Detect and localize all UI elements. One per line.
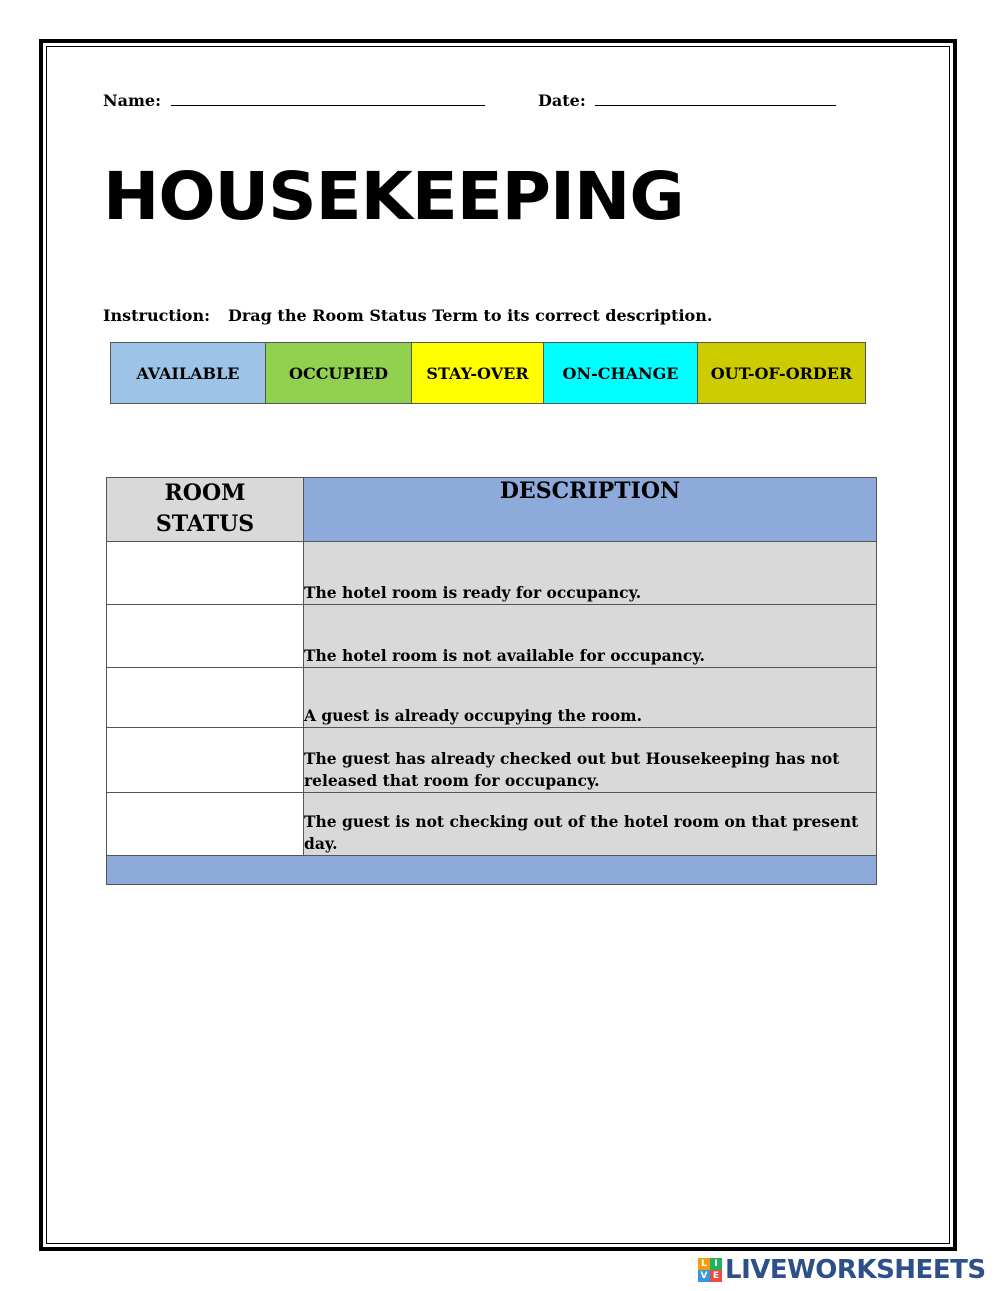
brand-watermark: [698, 1256, 986, 1284]
term-bank: [110, 342, 866, 404]
drop-zone[interactable]: [107, 728, 304, 793]
table-row: [107, 668, 877, 728]
term-occupied[interactable]: OCCUPIED: [266, 343, 412, 403]
header-room-status-line1: ROOM: [164, 480, 246, 506]
term-available[interactable]: AVAILABLE: [111, 343, 266, 403]
instruction-label: Instruction:: [103, 306, 210, 325]
status-table: [106, 477, 877, 885]
logo-letter: V: [698, 1270, 710, 1282]
logo-letter: I: [710, 1258, 722, 1270]
table-footer-row: [107, 856, 877, 885]
table-row: [107, 605, 877, 668]
table-header-row: [107, 478, 877, 542]
liveworksheets-logo-icon: [698, 1258, 722, 1282]
term-on-change[interactable]: ON-CHANGE: [544, 343, 698, 403]
term-stay-over[interactable]: STAY-OVER: [412, 343, 544, 403]
brand-text: LIVEWORKSHEETS: [725, 1255, 986, 1285]
description-cell: The guest has already checked out but Housekeeping has not released that room for occupancy.: [304, 728, 877, 793]
instruction: [103, 306, 712, 325]
description-cell: The hotel room is ready for occupancy.: [304, 542, 877, 605]
table-row: [107, 728, 877, 793]
name-line: [171, 89, 485, 106]
logo-letter: L: [698, 1258, 710, 1270]
worksheet-title: HOUSEKEEPING: [103, 158, 684, 235]
date-line: [595, 89, 836, 106]
name-label: Name:: [103, 91, 162, 110]
table-row: [107, 542, 877, 605]
table-footer: [107, 856, 877, 885]
drop-zone[interactable]: [107, 542, 304, 605]
description-cell: The hotel room is not available for occupancy.: [304, 605, 877, 668]
instruction-text: Drag the Room Status Term to its correct description.: [228, 306, 713, 325]
date-label: Date:: [538, 91, 586, 110]
description-cell: The guest is not checking out of the hotel room on that present day.: [304, 793, 877, 856]
drop-zone[interactable]: [107, 793, 304, 856]
header-room-status-line2: STATUS: [155, 511, 255, 537]
name-field: [103, 89, 485, 110]
date-field: [538, 89, 836, 110]
header-room-status: [107, 478, 304, 542]
logo-letter: E: [710, 1270, 722, 1282]
description-cell: A guest is already occupying the room.: [304, 668, 877, 728]
drop-zone[interactable]: [107, 668, 304, 728]
table-row: [107, 793, 877, 856]
header-description: DESCRIPTION: [304, 478, 877, 542]
term-out-of-order[interactable]: OUT-OF-ORDER: [698, 343, 865, 403]
drop-zone[interactable]: [107, 605, 304, 668]
